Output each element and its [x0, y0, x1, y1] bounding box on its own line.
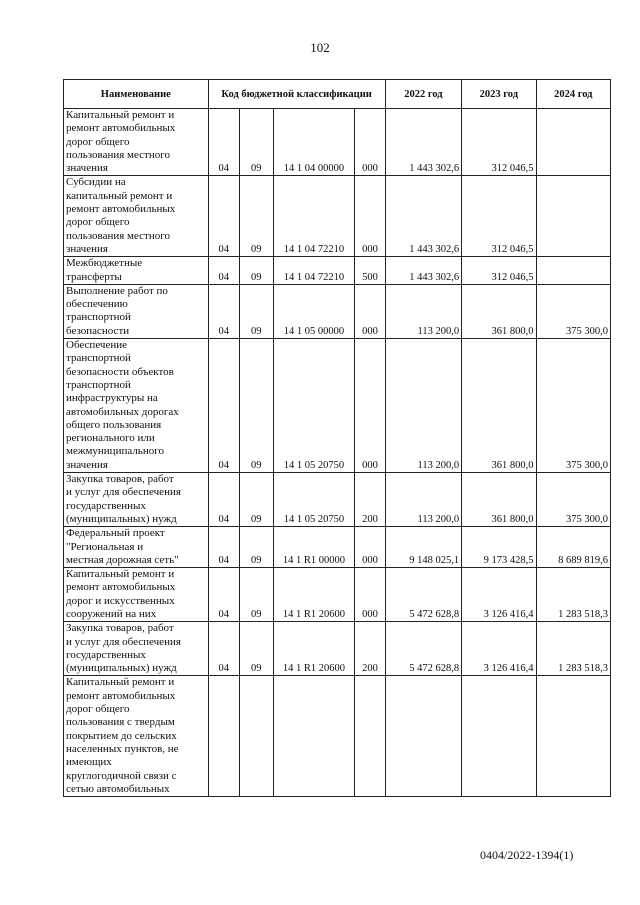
table-row: [64, 109, 611, 176]
code-expense-type: 000: [355, 339, 385, 473]
value-2022: 113 200,0: [385, 284, 461, 338]
value-2022: [385, 676, 461, 797]
code-section: [208, 676, 239, 797]
row-name: Межбюджетные трансферты: [64, 257, 209, 285]
row-name: Закупка товаров, работ и услуг для обеспечения государственных (муниципальных) нужд: [64, 622, 209, 676]
value-2022: 9 148 025,1: [385, 527, 461, 568]
value-2024: 1 283 518,3: [536, 568, 610, 622]
row-name: Капитальный ремонт и ремонт автомобильных дорог общего пользования с твердым покрытием до сельских населенных пунктов, не имеющих круглогодичной связи с сетью автомобильных: [64, 676, 209, 797]
value-2022: 1 443 302,6: [385, 109, 461, 176]
code-subsection: 09: [240, 257, 274, 285]
value-2024: [536, 109, 610, 176]
code-section: 04: [208, 568, 239, 622]
code-section: 04: [208, 339, 239, 473]
code-expense-type: 000: [355, 176, 385, 257]
code-target-article: 14 1 R1 20600: [273, 568, 355, 622]
code-target-article: 14 1 05 00000: [273, 284, 355, 338]
value-2023: 361 800,0: [462, 473, 536, 527]
code-subsection: 09: [240, 339, 274, 473]
code-target-article: 14 1 05 20750: [273, 473, 355, 527]
code-target-article: 14 1 04 72210: [273, 176, 355, 257]
code-section: 04: [208, 257, 239, 285]
header-name: Наименование: [64, 80, 209, 109]
code-section: 04: [208, 176, 239, 257]
value-2024: 375 300,0: [536, 473, 610, 527]
row-name: Капитальный ремонт и ремонт автомобильных дорог и искусственных сооружений на них: [64, 568, 209, 622]
value-2024: 375 300,0: [536, 284, 610, 338]
value-2023: 312 046,5: [462, 257, 536, 285]
header-2022: 2022 год: [385, 80, 461, 109]
code-section: 04: [208, 284, 239, 338]
code-section: 04: [208, 527, 239, 568]
code-subsection: 09: [240, 176, 274, 257]
budget-table: [63, 79, 611, 797]
value-2024: [536, 257, 610, 285]
value-2024: [536, 676, 610, 797]
value-2024: 1 283 518,3: [536, 622, 610, 676]
value-2023: 312 046,5: [462, 176, 536, 257]
code-section: 04: [208, 473, 239, 527]
value-2022: 113 200,0: [385, 339, 461, 473]
code-section: 04: [208, 622, 239, 676]
table-row: [64, 339, 611, 473]
code-subsection: 09: [240, 622, 274, 676]
code-target-article: 14 1 05 20750: [273, 339, 355, 473]
table-row: [64, 527, 611, 568]
header-code: Код бюджетной классификации: [208, 80, 385, 109]
row-name: Выполнение работ по обеспечению транспортной безопасности: [64, 284, 209, 338]
code-subsection: 09: [240, 109, 274, 176]
code-expense-type: 200: [355, 622, 385, 676]
value-2024: 8 689 819,6: [536, 527, 610, 568]
value-2023: 3 126 416,4: [462, 568, 536, 622]
table-row: [64, 257, 611, 285]
value-2023: 361 800,0: [462, 339, 536, 473]
table-row: [64, 568, 611, 622]
row-name: Капитальный ремонт и ремонт автомобильных дорог общего пользования местного значения: [64, 109, 209, 176]
header-row: [64, 80, 611, 109]
code-expense-type: 000: [355, 568, 385, 622]
header-2023: 2023 год: [462, 80, 536, 109]
value-2022: 113 200,0: [385, 473, 461, 527]
code-target-article: 14 1 R1 20600: [273, 622, 355, 676]
document-number: 0404/2022-1394(1): [480, 848, 574, 862]
table-row: [64, 676, 611, 797]
code-subsection: 09: [240, 527, 274, 568]
table-row: [64, 284, 611, 338]
value-2023: 3 126 416,4: [462, 622, 536, 676]
table-row: [64, 622, 611, 676]
code-target-article: 14 1 R1 00000: [273, 527, 355, 568]
table-row: [64, 473, 611, 527]
code-subsection: [240, 676, 274, 797]
row-name: Федеральный проект "Региональная и местная дорожная сеть": [64, 527, 209, 568]
value-2022: 1 443 302,6: [385, 257, 461, 285]
code-subsection: 09: [240, 473, 274, 527]
code-expense-type: 500: [355, 257, 385, 285]
row-name: Закупка товаров, работ и услуг для обеспечения государственных (муниципальных) нужд: [64, 473, 209, 527]
value-2023: 312 046,5: [462, 109, 536, 176]
code-target-article: 14 1 04 72210: [273, 257, 355, 285]
row-name: Обеспечение транспортной безопасности объектов транспортной инфраструктуры на автомобильных дорогах общего пользования регионального или межмуниципального значения: [64, 339, 209, 473]
code-target-article: [273, 676, 355, 797]
code-expense-type: 000: [355, 284, 385, 338]
code-target-article: 14 1 04 00000: [273, 109, 355, 176]
code-expense-type: [355, 676, 385, 797]
value-2023: 9 173 428,5: [462, 527, 536, 568]
table-row: [64, 176, 611, 257]
row-name: Субсидии на капитальный ремонт и ремонт автомобильных дорог общего пользования местного значения: [64, 176, 209, 257]
code-subsection: 09: [240, 284, 274, 338]
value-2022: 5 472 628,8: [385, 622, 461, 676]
page-number: 102: [310, 40, 330, 55]
code-expense-type: 200: [355, 473, 385, 527]
code-expense-type: 000: [355, 109, 385, 176]
header-2024: 2024 год: [536, 80, 610, 109]
code-subsection: 09: [240, 568, 274, 622]
value-2022: 5 472 628,8: [385, 568, 461, 622]
value-2022: 1 443 302,6: [385, 176, 461, 257]
value-2023: [462, 676, 536, 797]
value-2024: 375 300,0: [536, 339, 610, 473]
value-2024: [536, 176, 610, 257]
code-expense-type: 000: [355, 527, 385, 568]
code-section: 04: [208, 109, 239, 176]
value-2023: 361 800,0: [462, 284, 536, 338]
